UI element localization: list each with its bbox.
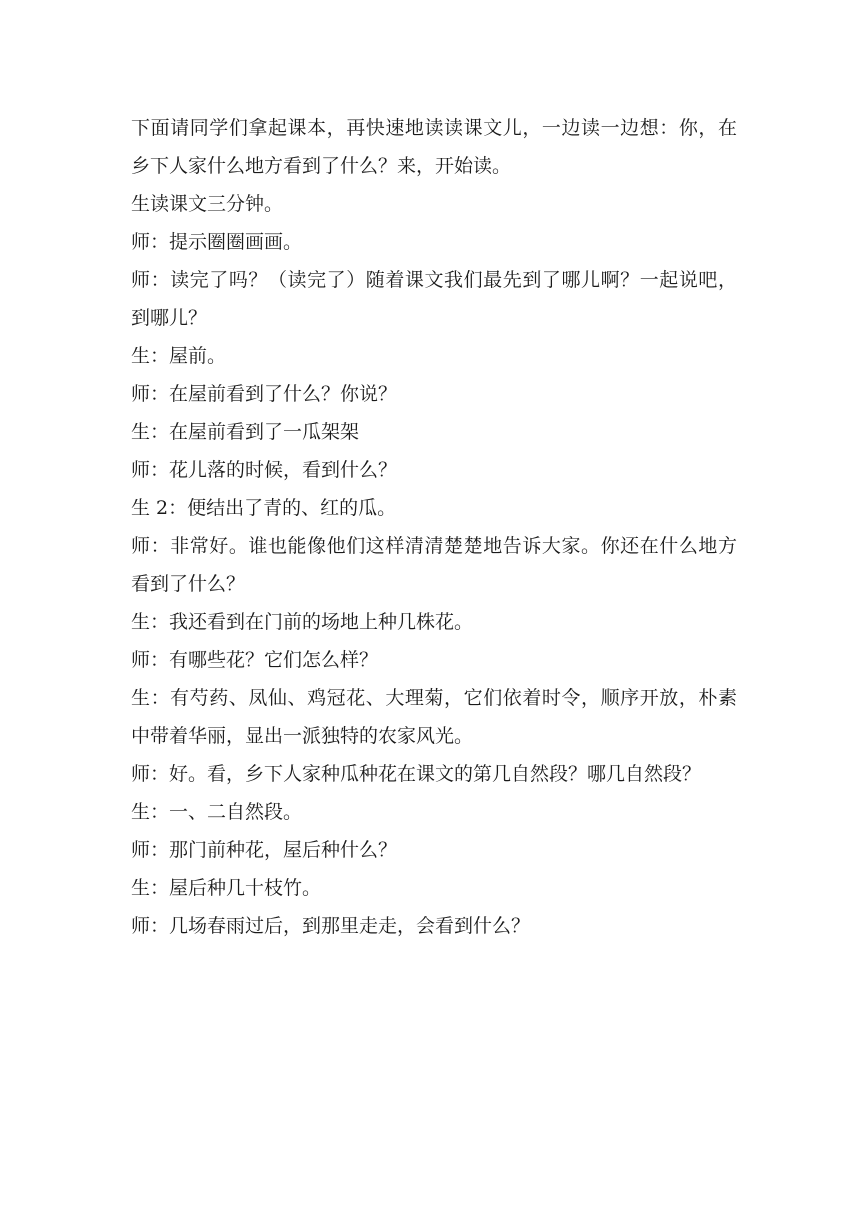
dialogue-line: 师：提示圈圈画画。 — [131, 231, 303, 253]
dialogue-line: 师：几场春雨过后，到那里走走，会看到什么？ — [131, 915, 531, 937]
dialogue-line: 生：一、二自然段。 — [131, 801, 303, 823]
dialogue-line: 师：有哪些花？它们怎么样？ — [131, 649, 379, 671]
dialogue-line: 生：我还看到在门前的场地上种几株花。 — [131, 611, 474, 633]
dialogue-line: 生：在屋前看到了一瓜架架 — [131, 421, 360, 443]
dialogue-line: 生：屋前。 — [131, 345, 227, 367]
dialogue-line: 师：那门前种花，屋后种什么？ — [131, 839, 398, 861]
dialogue-line: 师：花儿落的时候，看到什么？ — [131, 459, 398, 481]
document-page — [131, 109, 737, 945]
dialogue-line: 师：好。看，乡下人家种瓜种花在课文的第几自然段？哪几自然段？ — [131, 763, 702, 785]
dialogue-line: 师：非常好。谁也能像他们这样清清楚楚地告诉大家。你还在什么地方看到了什么？ — [131, 535, 737, 595]
dialogue-line: 生 2：便结出了青的、红的瓜。 — [131, 497, 397, 519]
intro-paragraph: 下面请同学们拿起课本，再快速地读读课文儿，一边读一边想：你，在乡下人家什么地方看到了什么？来，开始读。 — [131, 117, 737, 177]
dialogue-line: 生：有芍药、凤仙、鸡冠花、大理菊，它们依着时令，顺序开放，朴素中带着华丽，显出一派独特的农家风光。 — [131, 687, 737, 747]
dialogue-line: 师：读完了吗？（读完了）随着课文我们最先到了哪儿啊？一起说吧，到哪儿？ — [131, 269, 737, 329]
dialogue-line: 生读课文三分钟。 — [131, 193, 284, 215]
dialogue-line: 生：屋后种几十枝竹。 — [131, 877, 322, 899]
dialogue-line: 师：在屋前看到了什么？你说？ — [131, 383, 398, 405]
